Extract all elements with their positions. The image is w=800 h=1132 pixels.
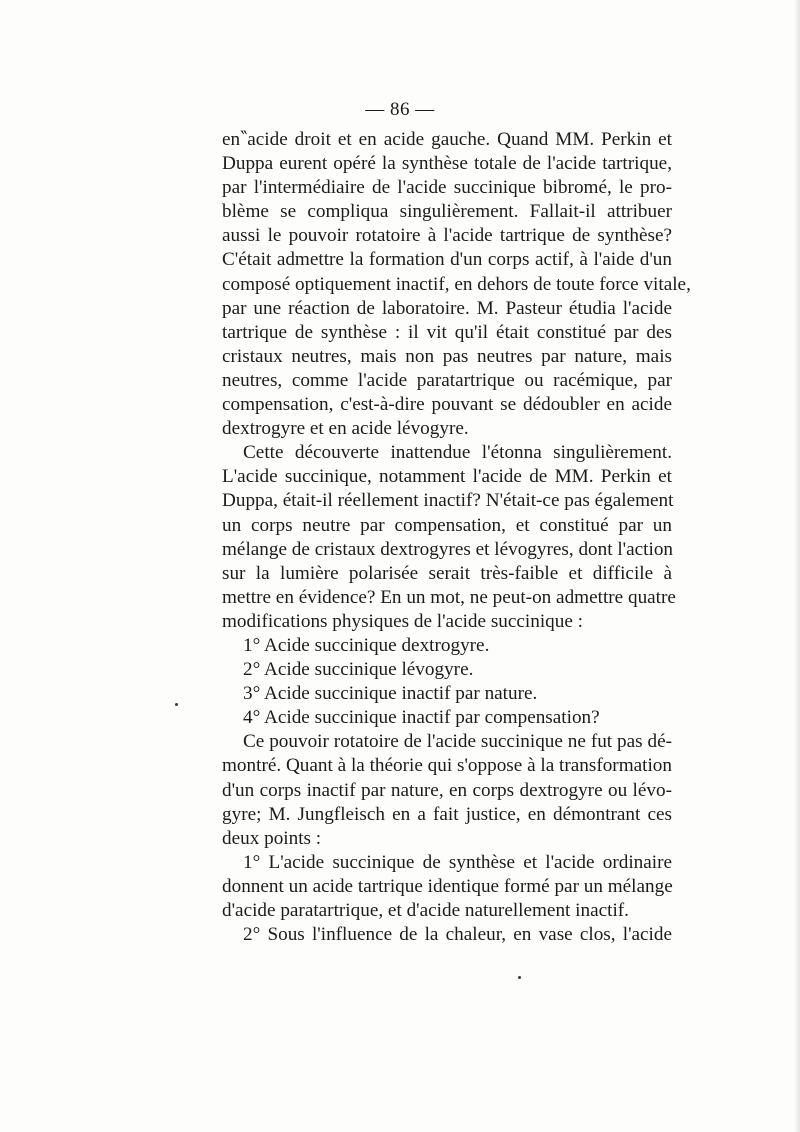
list-item: 2° Acide succinique lévogyre. [243, 659, 474, 681]
text-line: L'acide succinique, notamment l'acide de MM. Perkin et [222, 466, 672, 488]
text-line: neutres, comme l'acide paratartrique ou racémique, par [222, 369, 672, 391]
text-line: composé optiquement inactif, en dehors de toute force vitale, [222, 273, 691, 295]
text-line: par une réaction de laboratoire. M. Pasteur étudia l'acide [222, 297, 672, 319]
ink-speck [518, 976, 521, 979]
text-line: deux points : [222, 827, 322, 849]
text-line: par l'intermédiaire de l'acide succinique bibromé, le pro- [222, 177, 672, 199]
text-line: un corps neutre par compensation, et constitué par un [222, 514, 672, 536]
text-line: Duppa, était-il réellement inactif? N'était-ce pas également [222, 490, 674, 512]
page-edge-shadow [794, 0, 800, 1132]
list-item: 3° Acide succinique inactif par nature. [243, 683, 538, 705]
list-item: 1° Acide succinique dextrogyre. [243, 634, 490, 656]
text-line: sur la lumière polarisée serait très-faible et difficile à [222, 562, 672, 584]
text-line: mettre en évidence? En un mot, ne peut-on admettre quatre [222, 586, 676, 608]
text-line: cristaux neutres, mais non pas neutres par nature, mais [222, 345, 672, 367]
body-text [222, 128, 691, 947]
text-line: dextrogyre et en acide lévogyre. [222, 418, 469, 440]
ink-speck [175, 703, 178, 706]
text-line: 1° L'acide succinique de synthèse et l'acide ordinaire [243, 851, 672, 873]
text-line: aussi le pouvoir rotatoire à l'acide tartrique de synthèse? [222, 225, 672, 247]
text-line: Cette découverte inattendue l'étonna singulièrement. [243, 442, 672, 464]
text-line: Ce pouvoir rotatoire de l'acide succinique ne fut pas dé- [243, 731, 672, 753]
text-line: d'un corps inactif par nature, en corps dextrogyre ou lévo- [222, 779, 672, 801]
text-line: tartrique de synthèse : il vit qu'il était constitué par des [222, 321, 672, 343]
text-line: 2° Sous l'influence de la chaleur, en vase clos, l'acide [243, 924, 672, 946]
list-item: 4° Acide succinique inactif par compensation? [243, 707, 600, 729]
text-line: d'acide paratartrique, et d'acide naturellement inactif. [222, 900, 629, 921]
page-number: — 86 — [365, 99, 435, 120]
text-line: mélange de cristaux dextrogyres et lévogyres, dont l'action [222, 538, 674, 560]
text-line: C'était admettre la formation d'un corps actif, à l'aide d'un [222, 249, 672, 271]
text-line: gyre; M. Jungfleisch en a fait justice, en démontrant ces [222, 803, 672, 825]
text-line: en‶acide droit et en acide gauche. Quand MM. Perkin et [222, 129, 672, 150]
text-line: montré. Quant à la théorie qui s'oppose à la transformation [222, 755, 672, 777]
text-line: blème se compliqua singulièrement. Fallait-il attribuer [222, 201, 672, 223]
text-line: donnent un acide tartrique identique formé par un mélange [222, 875, 673, 897]
text-line: compensation, c'est-à-dire pouvant se dédoubler en acide [222, 394, 672, 416]
text-line: modifications physiques de l'acide succinique : [222, 610, 584, 632]
text-line: Duppa eurent opéré la synthèse totale de l'acide tartrique, [222, 153, 672, 175]
